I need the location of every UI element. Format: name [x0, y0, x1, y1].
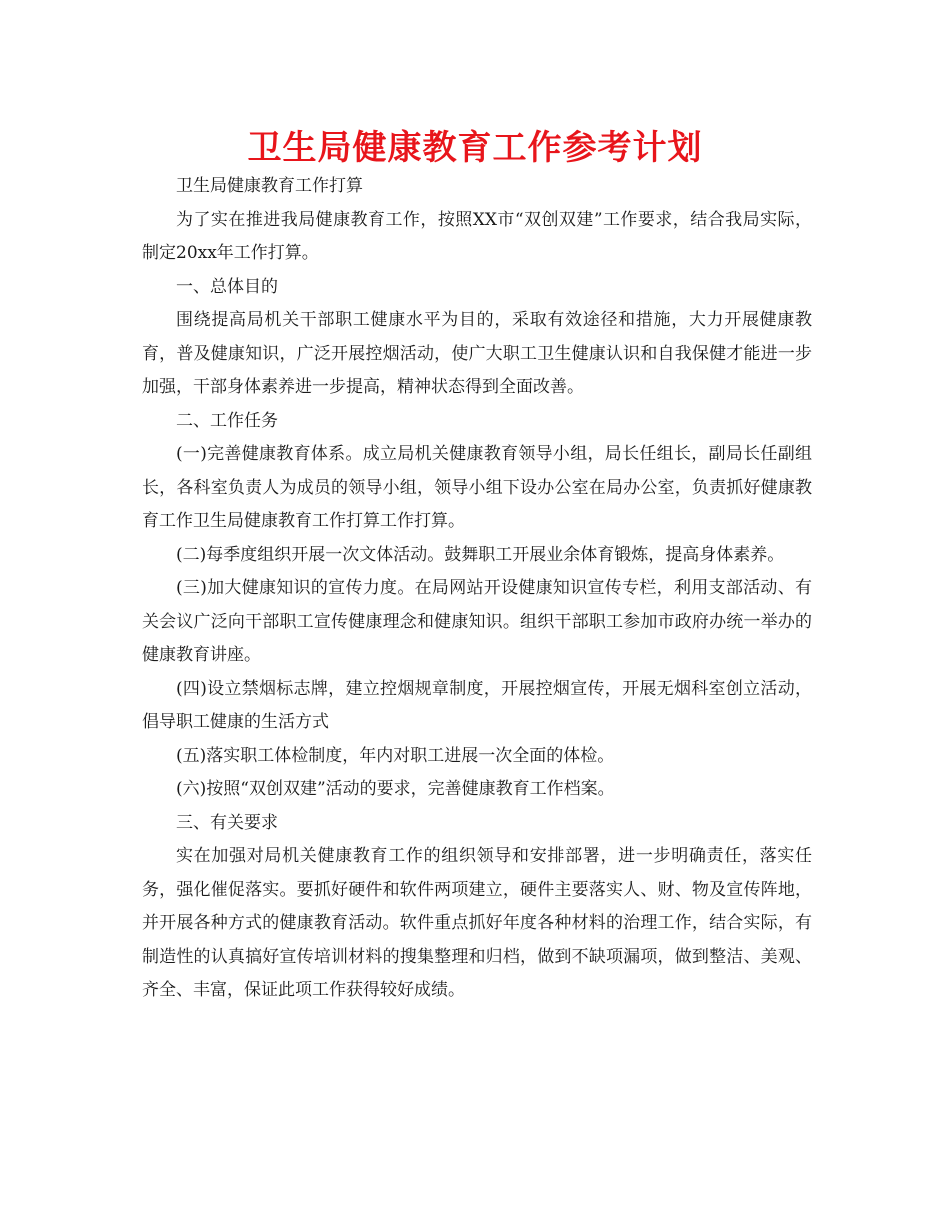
paragraph-goal: 围绕提高局机关干部职工健康水平为目的，采取有效途径和措施，大力开展健康教育，普及健康知识，广泛开展控烟活动，使广大职工卫生健康认识和自我保健才能进一步加强，干部身体素养进一步提高，精神状态得到全面改善。 [142, 310, 812, 397]
paragraph-task-1: (一)完善健康教育体系。成立局机关健康教育领导小组，局长任组长，副局长任副组长，各科室负责人为成员的领导小组，领导小组下设办公室在局办公室，负责抓好健康教育工作卫生局健康教育工作打算工作打算。 [142, 444, 812, 531]
paragraph-requirements: 实在加强对局机关健康教育工作的组织领导和安排部署，进一步明确责任，落实任务，强化催促落实。要抓好硬件和软件两项建立，硬件主要落实人、财、物及宣传阵地，并开展各种方式的健康教育活动。软件重点抓好年度各种材料的治理工作，结合实际，有制造性的认真搞好宣传培训材料的搜集整理和归档，做到不缺项漏项，做到整洁、美观、齐全、丰富，保证此项工作获得较好成绩。 [142, 846, 812, 1000]
paragraph-task-2: (二)每季度组织开展一次文体活动。鼓舞职工开展业余体育锻炼，提高身体素养。 [176, 544, 785, 565]
section-heading-tasks: 二、工作任务 [176, 410, 278, 431]
paragraph-task-5: (五)落实职工体检制度，年内对职工进展一次全面的体检。 [176, 745, 615, 766]
section-heading-goal: 一、总体目的 [176, 276, 278, 297]
paragraph-task-6: (六)按照“双创双建”活动的要求，完善健康教育工作档案。 [176, 779, 615, 799]
paragraph-subtitle: 卫生局健康教育工作打算 [176, 176, 363, 196]
section-heading-requirements: 三、有关要求 [176, 812, 278, 833]
paragraph-task-4: (四)设立禁烟标志牌，建立控烟规章制度，开展控烟宣传，开展无烟科室创立活动，倡导职工健康的生活方式 [142, 678, 812, 732]
paragraph-intro: 为了实在推进我局健康教育工作，按照XX市“双创双建”工作要求，结合我局实际，制定20xx年工作打算。 [142, 209, 812, 263]
paragraph-task-3: (三)加大健康知识的宣传力度。在局网站开设健康知识宣传专栏，利用支部活动、有关会议广泛向干部职工宣传健康理念和健康知识。组织干部职工参加市政府办统一举办的健康教育讲座。 [142, 578, 812, 665]
document-title: 卫生局健康教育工作参考计划 [247, 128, 703, 168]
document-body [142, 170, 812, 1008]
